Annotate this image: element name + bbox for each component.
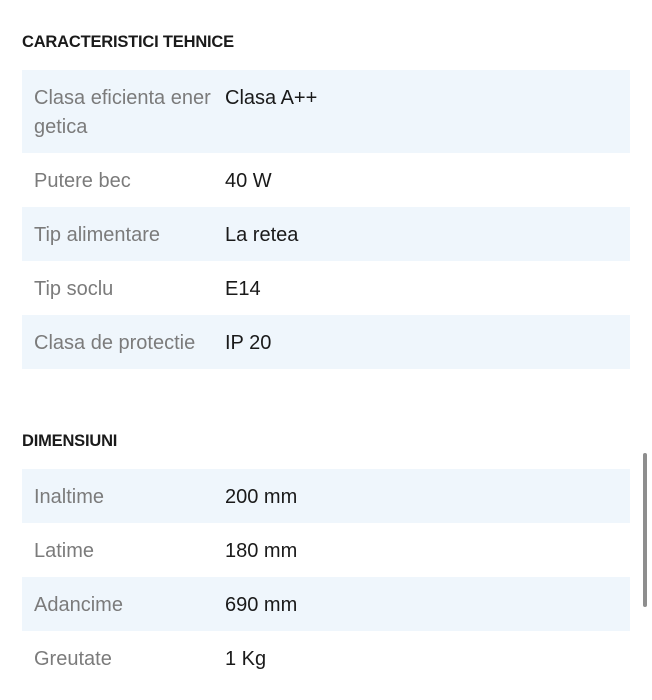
table-row <box>22 523 630 577</box>
table-row <box>22 469 630 523</box>
row-value: 40 W <box>225 170 272 192</box>
row-value: La retea <box>225 224 299 246</box>
table-row <box>22 315 630 369</box>
row-value: E14 <box>225 278 261 300</box>
row-label: Inaltime <box>34 486 105 508</box>
specs-table <box>22 70 630 369</box>
row-label: Adancime <box>34 594 123 616</box>
table-row <box>22 577 630 631</box>
row-value: Clasa A++ <box>225 87 318 109</box>
row-label: Latime <box>34 540 95 562</box>
scrollbar[interactable] <box>643 453 647 607</box>
row-value: IP 20 <box>225 332 272 354</box>
row-label: Tip soclu <box>34 278 114 300</box>
table-row <box>22 631 630 685</box>
table-row <box>22 207 630 261</box>
row-label: Clasa de protectie <box>34 332 196 354</box>
dimensions-table <box>22 469 630 685</box>
row-label: Tip alimentare <box>34 224 160 246</box>
table-row <box>22 70 630 153</box>
row-value: 180 mm <box>225 540 298 562</box>
section-title-caracteristici: CARACTERISTICI TEHNICE <box>22 33 234 51</box>
row-label: Greutate <box>34 648 112 670</box>
section-title-dimensiuni: DIMENSIUNI <box>22 432 118 450</box>
table-row <box>22 153 630 207</box>
row-value: 1 Kg <box>225 648 267 670</box>
table-row <box>22 261 630 315</box>
row-value: 200 mm <box>225 486 298 508</box>
row-value: 690 mm <box>225 594 298 616</box>
row-label: Clasa eficienta energetica <box>34 87 211 138</box>
row-label: Putere bec <box>34 170 131 192</box>
